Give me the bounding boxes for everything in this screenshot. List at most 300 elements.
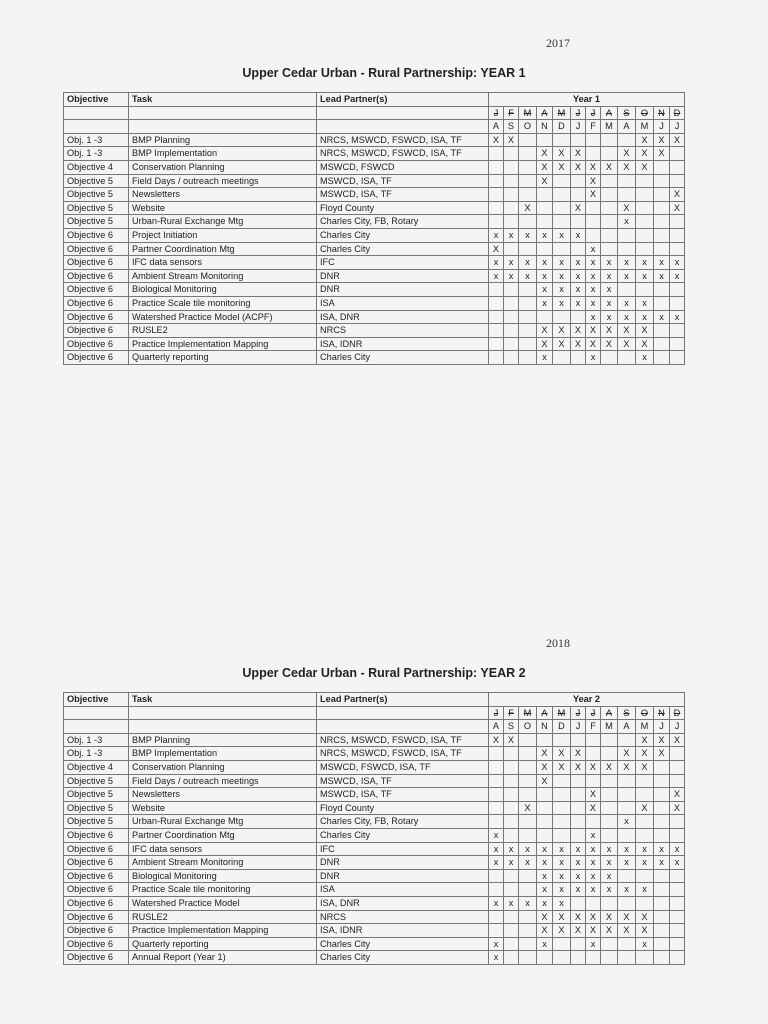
schedule-mark: [670, 174, 685, 188]
schedule-mark: [670, 774, 685, 788]
objective-cell: Objective 4: [64, 760, 129, 774]
lead-partner-cell: DNR: [317, 856, 489, 870]
schedule-mark: X: [618, 747, 636, 761]
table-row: [64, 896, 685, 910]
schedule-mark: [618, 283, 636, 297]
schedule-mark: x: [537, 842, 553, 856]
schedule-mark: [571, 951, 586, 965]
objective-cell: Objective 5: [64, 201, 129, 215]
schedule-mark: x: [571, 856, 586, 870]
schedule-mark: x: [489, 856, 504, 870]
month-struck: O: [636, 106, 654, 120]
schedule-mark: x: [504, 896, 519, 910]
schedule-mark: [519, 133, 537, 147]
task-cell: Urban-Rural Exchange Mtg: [129, 815, 317, 829]
blank-cell: [129, 106, 317, 120]
header-row: [64, 93, 685, 107]
schedule-mark: [519, 188, 537, 202]
schedule-mark: [670, 883, 685, 897]
objective-cell: Objective 5: [64, 774, 129, 788]
schedule-mark: X: [636, 801, 654, 815]
schedule-mark: [553, 733, 571, 747]
schedule-mark: [571, 801, 586, 815]
lead-partner-cell: ISA, IDNR: [317, 337, 489, 351]
schedule-mark: x: [537, 937, 553, 951]
schedule-mark: [537, 133, 553, 147]
task-cell: BMP Planning: [129, 133, 317, 147]
schedule-mark: x: [618, 842, 636, 856]
schedule-mark: x: [537, 896, 553, 910]
schedule-mark: x: [618, 296, 636, 310]
schedule-mark: [601, 133, 618, 147]
schedule-mark: [654, 869, 670, 883]
lead-partner-cell: NRCS: [317, 324, 489, 338]
task-header: Task: [129, 93, 317, 107]
schedule-mark: [618, 951, 636, 965]
objective-cell: Objective 6: [64, 283, 129, 297]
schedule-mark: [553, 174, 571, 188]
month-struck: N: [654, 106, 670, 120]
table-row: [64, 256, 685, 270]
schedule-mark: [618, 788, 636, 802]
schedule-mark: X: [618, 337, 636, 351]
schedule-mark: [553, 215, 571, 229]
schedule-mark: X: [586, 324, 601, 338]
schedule-mark: [489, 283, 504, 297]
schedule-mark: X: [601, 924, 618, 938]
schedule-mark: X: [636, 133, 654, 147]
task-cell: RUSLE2: [129, 324, 317, 338]
schedule-mark: x: [489, 896, 504, 910]
month-label: J: [654, 720, 670, 734]
objective-cell: Objective 6: [64, 228, 129, 242]
schedule-mark: [654, 215, 670, 229]
schedule-mark: [618, 828, 636, 842]
schedule-mark: x: [537, 256, 553, 270]
schedule-mark: x: [537, 351, 553, 365]
schedule-mark: [537, 828, 553, 842]
schedule-mark: x: [553, 283, 571, 297]
schedule-mark: X: [571, 924, 586, 938]
schedule-mark: x: [504, 269, 519, 283]
task-cell: Practice Scale tile monitoring: [129, 883, 317, 897]
schedule-mark: [571, 896, 586, 910]
schedule-mark: [504, 883, 519, 897]
lead-partner-cell: ISA, IDNR: [317, 924, 489, 938]
schedule-mark: X: [618, 160, 636, 174]
page-title: Upper Cedar Urban - Rural Partnership: YEAR 2: [242, 666, 526, 680]
schedule-mark: [519, 883, 537, 897]
task-cell: IFC data sensors: [129, 256, 317, 270]
schedule-mark: [553, 133, 571, 147]
schedule-mark: [571, 815, 586, 829]
task-cell: Urban-Rural Exchange Mtg: [129, 215, 317, 229]
schedule-mark: X: [489, 133, 504, 147]
schedule-mark: X: [586, 910, 601, 924]
task-cell: Practice Implementation Mapping: [129, 337, 317, 351]
lead-partner-cell: ISA, DNR: [317, 310, 489, 324]
schedule-mark: x: [601, 296, 618, 310]
schedule-mark: [670, 869, 685, 883]
month-struck: M: [519, 106, 537, 120]
schedule-mark: [553, 351, 571, 365]
schedule-mark: x: [654, 856, 670, 870]
schedule-mark: [489, 801, 504, 815]
month-struck: J: [571, 706, 586, 720]
blank-cell: [129, 120, 317, 134]
lead-partner-cell: Charles City: [317, 951, 489, 965]
schedule-mark: x: [586, 283, 601, 297]
schedule-mark: [504, 324, 519, 338]
task-cell: Field Days / outreach meetings: [129, 174, 317, 188]
table-row: [64, 774, 685, 788]
schedule-mark: [636, 774, 654, 788]
schedule-mark: x: [670, 256, 685, 270]
month-label: D: [553, 120, 571, 134]
schedule-mark: [553, 774, 571, 788]
schedule-mark: x: [636, 856, 654, 870]
schedule-mark: [618, 869, 636, 883]
schedule-mark: [670, 242, 685, 256]
schedule-mark: x: [670, 310, 685, 324]
schedule-mark: [519, 937, 537, 951]
table-row: [64, 815, 685, 829]
blank-cell: [317, 706, 489, 720]
month-label: D: [553, 720, 571, 734]
schedule-mark: x: [571, 869, 586, 883]
schedule-mark: [519, 924, 537, 938]
schedule-mark: X: [636, 733, 654, 747]
schedule-mark: [601, 188, 618, 202]
schedule-mark: x: [571, 842, 586, 856]
schedule-mark: x: [553, 869, 571, 883]
schedule-mark: [504, 937, 519, 951]
schedule-mark: x: [571, 256, 586, 270]
schedule-mark: x: [586, 869, 601, 883]
schedule-mark: [553, 815, 571, 829]
table-row: [64, 147, 685, 161]
schedule-mark: [636, 828, 654, 842]
schedule-mark: x: [586, 883, 601, 897]
schedule-mark: [504, 147, 519, 161]
lead-partner-cell: DNR: [317, 269, 489, 283]
schedule-mark: X: [601, 324, 618, 338]
task-cell: Newsletters: [129, 788, 317, 802]
schedule-mark: [636, 242, 654, 256]
schedule-mark: x: [537, 296, 553, 310]
schedule-mark: X: [601, 160, 618, 174]
schedule-mark: x: [601, 842, 618, 856]
lead-partner-cell: DNR: [317, 869, 489, 883]
schedule-mark: [489, 869, 504, 883]
schedule-mark: [618, 133, 636, 147]
table-row: [64, 856, 685, 870]
schedule-mark: [654, 160, 670, 174]
table-row: [64, 215, 685, 229]
schedule-mark: [586, 201, 601, 215]
schedule-mark: X: [571, 147, 586, 161]
objective-cell: Objective 6: [64, 337, 129, 351]
schedule-mark: x: [571, 883, 586, 897]
schedule-mark: [654, 283, 670, 297]
objective-cell: Objective 6: [64, 869, 129, 883]
schedule-mark: [586, 147, 601, 161]
schedule-mark: X: [586, 337, 601, 351]
schedule-mark: X: [618, 201, 636, 215]
schedule-mark: [504, 351, 519, 365]
schedule-mark: x: [654, 842, 670, 856]
schedule-mark: X: [618, 910, 636, 924]
table-row: [64, 228, 685, 242]
schedule-mark: x: [586, 296, 601, 310]
lead-partner-cell: Charles City, FB, Rotary: [317, 815, 489, 829]
schedule-mark: [654, 324, 670, 338]
table-row: [64, 296, 685, 310]
schedule-mark: x: [553, 842, 571, 856]
schedule-mark: X: [654, 747, 670, 761]
lead-partner-cell: NRCS, MSWCD, FSWCD, ISA, TF: [317, 733, 489, 747]
schedule-mark: [519, 310, 537, 324]
schedule-mark: [571, 351, 586, 365]
schedule-mark: x: [601, 256, 618, 270]
schedule-mark: [618, 774, 636, 788]
schedule-mark: [654, 910, 670, 924]
schedule-mark: X: [504, 733, 519, 747]
schedule-mark: [489, 324, 504, 338]
schedule-mark: x: [618, 215, 636, 229]
schedule-mark: [553, 310, 571, 324]
table-row: [64, 842, 685, 856]
schedule-mark: x: [636, 269, 654, 283]
month-struck: J: [571, 106, 586, 120]
schedule-mark: [537, 733, 553, 747]
blank-cell: [317, 106, 489, 120]
schedule-mark: x: [504, 842, 519, 856]
schedule-mark: X: [553, 760, 571, 774]
task-cell: Biological Monitoring: [129, 869, 317, 883]
schedule-mark: [601, 351, 618, 365]
schedule-mark: X: [537, 747, 553, 761]
month-struck: M: [553, 706, 571, 720]
schedule-mark: [670, 760, 685, 774]
schedule-mark: [670, 228, 685, 242]
month-struck: S: [618, 706, 636, 720]
schedule-mark: [489, 296, 504, 310]
schedule-mark: [636, 896, 654, 910]
schedule-mark: [571, 188, 586, 202]
schedule-mark: X: [670, 801, 685, 815]
task-cell: Conservation Planning: [129, 760, 317, 774]
schedule-mark: [571, 310, 586, 324]
schedule-mark: [601, 147, 618, 161]
month-label: F: [586, 120, 601, 134]
blank-cell: [317, 120, 489, 134]
objective-cell: Objective 6: [64, 828, 129, 842]
schedule-mark: [519, 147, 537, 161]
schedule-mark: x: [553, 856, 571, 870]
schedule-mark: x: [636, 842, 654, 856]
schedule-mark: x: [489, 828, 504, 842]
schedule-mark: X: [654, 147, 670, 161]
objective-cell: Objective 6: [64, 296, 129, 310]
task-cell: Practice Scale tile monitoring: [129, 296, 317, 310]
schedule-mark: [504, 188, 519, 202]
lead-partner-cell: Charles City: [317, 937, 489, 951]
schedule-mark: [537, 242, 553, 256]
schedule-mark: [489, 310, 504, 324]
schedule-mark: [571, 733, 586, 747]
month-label: F: [586, 720, 601, 734]
schedule-mark: x: [519, 896, 537, 910]
month-label: A: [489, 720, 504, 734]
table-row: [64, 883, 685, 897]
schedule-mark: [519, 174, 537, 188]
lead-partner-header: Lead Partner(s): [317, 93, 489, 107]
schedule-mark: X: [553, 160, 571, 174]
schedule-mark: [654, 337, 670, 351]
schedule-mark: x: [586, 310, 601, 324]
schedule-mark: [537, 215, 553, 229]
schedule-mark: x: [601, 283, 618, 297]
schedule-mark: x: [654, 256, 670, 270]
task-cell: BMP Implementation: [129, 147, 317, 161]
schedule-mark: x: [489, 937, 504, 951]
schedule-mark: X: [553, 337, 571, 351]
month-struck: A: [601, 106, 618, 120]
table-row: [64, 801, 685, 815]
blank-cell: [129, 720, 317, 734]
task-cell: Website: [129, 201, 317, 215]
table-row: [64, 174, 685, 188]
table-row: [64, 269, 685, 283]
schedule-mark: [537, 951, 553, 965]
schedule-mark: X: [571, 337, 586, 351]
schedule-mark: x: [553, 296, 571, 310]
schedule-mark: [489, 774, 504, 788]
month-struck: F: [504, 706, 519, 720]
objective-cell: Objective 6: [64, 883, 129, 897]
schedule-mark: X: [636, 924, 654, 938]
schedule-mark: X: [537, 924, 553, 938]
objective-cell: Objective 6: [64, 324, 129, 338]
lead-partner-cell: MSWCD, ISA, TF: [317, 774, 489, 788]
schedule-mark: x: [586, 828, 601, 842]
schedule-mark: x: [586, 856, 601, 870]
schedule-mark: X: [553, 747, 571, 761]
schedule-mark: [504, 215, 519, 229]
schedule-mark: x: [537, 283, 553, 297]
schedule-mark: x: [636, 883, 654, 897]
schedule-mark: [504, 924, 519, 938]
schedule-mark: [586, 896, 601, 910]
schedule-mark: [636, 215, 654, 229]
schedule-mark: [504, 869, 519, 883]
month-label: J: [670, 720, 685, 734]
schedule-mark: [519, 351, 537, 365]
objective-cell: Objective 5: [64, 801, 129, 815]
lead-partner-cell: Charles City: [317, 828, 489, 842]
schedule-mark: [654, 760, 670, 774]
schedule-mark: [504, 174, 519, 188]
schedule-mark: x: [504, 856, 519, 870]
schedule-mark: X: [601, 760, 618, 774]
schedule-mark: x: [618, 856, 636, 870]
blank-cell: [64, 120, 129, 134]
schedule-mark: X: [636, 147, 654, 161]
table-row: [64, 133, 685, 147]
schedule-mark: [670, 896, 685, 910]
schedule-mark: X: [537, 337, 553, 351]
task-cell: Conservation Planning: [129, 160, 317, 174]
schedule-mark: X: [636, 160, 654, 174]
schedule-mark: X: [571, 910, 586, 924]
schedule-mark: [586, 228, 601, 242]
schedule-mark: X: [601, 910, 618, 924]
task-cell: Watershed Practice Model: [129, 896, 317, 910]
lead-partner-cell: Charles City: [317, 351, 489, 365]
table-row: [64, 242, 685, 256]
schedule-mark: [601, 747, 618, 761]
schedule-mark: x: [571, 296, 586, 310]
schedule-mark: [537, 201, 553, 215]
schedule-mark: X: [636, 747, 654, 761]
schedule-mark: [670, 324, 685, 338]
task-cell: Ambient Stream Monitoring: [129, 269, 317, 283]
schedule-mark: [654, 774, 670, 788]
page-title: Upper Cedar Urban - Rural Partnership: YEAR 1: [242, 66, 526, 80]
lead-partner-cell: DNR: [317, 283, 489, 297]
schedule-mark: x: [636, 310, 654, 324]
objective-cell: Objective 5: [64, 815, 129, 829]
schedule-mark: [537, 801, 553, 815]
schedule-mark: X: [553, 910, 571, 924]
schedule-mark: [489, 760, 504, 774]
lead-partner-cell: MSWCD, ISA, TF: [317, 788, 489, 802]
schedule-mark: [654, 828, 670, 842]
month-label: M: [601, 720, 618, 734]
schedule-mark: [571, 828, 586, 842]
schedule-mark: X: [586, 924, 601, 938]
schedule-mark: x: [586, 351, 601, 365]
schedule-mark: [504, 760, 519, 774]
schedule-mark: x: [489, 269, 504, 283]
period-header: Year 1: [489, 93, 685, 107]
schedule-mark: x: [670, 842, 685, 856]
schedule-mark: [618, 228, 636, 242]
schedule-mark: [571, 174, 586, 188]
task-cell: Field Days / outreach meetings: [129, 774, 317, 788]
schedule-mark: x: [489, 842, 504, 856]
task-cell: Partner Coordination Mtg: [129, 828, 317, 842]
task-cell: Newsletters: [129, 188, 317, 202]
schedule-mark: x: [601, 856, 618, 870]
objective-cell: Objective 5: [64, 215, 129, 229]
schedule-mark: x: [571, 283, 586, 297]
schedule-mark: [489, 747, 504, 761]
schedule-mark: [654, 228, 670, 242]
schedule-mark: [489, 201, 504, 215]
objective-cell: Objective 6: [64, 351, 129, 365]
month-label: S: [504, 720, 519, 734]
table-row: [64, 937, 685, 951]
month-struck: S: [618, 106, 636, 120]
table-row: [64, 160, 685, 174]
schedule-mark: x: [489, 256, 504, 270]
objective-cell: Objective 5: [64, 174, 129, 188]
schedule-mark: [519, 160, 537, 174]
schedule-mark: x: [601, 269, 618, 283]
schedule-mark: [489, 188, 504, 202]
